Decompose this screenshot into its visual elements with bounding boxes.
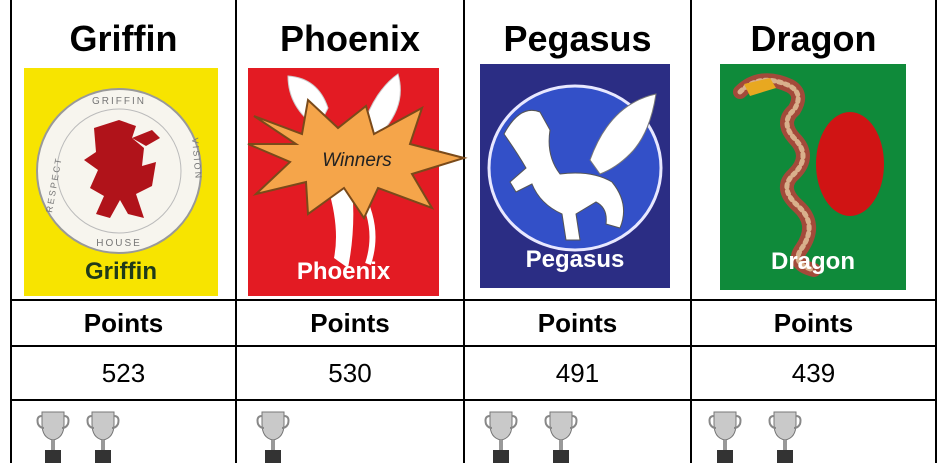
trophy-icon <box>484 410 518 463</box>
points-value: 523 <box>101 357 146 388</box>
svg-text:HOUSE: HOUSE <box>96 238 142 249</box>
house-name: Griffin <box>69 18 178 59</box>
points-label: Points <box>773 307 854 338</box>
crest-caption: Griffin <box>85 258 157 285</box>
winners-label: Winners <box>322 150 392 171</box>
points-label: Points <box>83 307 164 338</box>
points-label: Points <box>310 307 390 338</box>
crest-caption: Dragon <box>771 248 855 275</box>
trophy-row <box>708 410 802 463</box>
table-divider <box>10 399 937 401</box>
svg-text:VISION: VISION <box>190 137 204 181</box>
winners-badge <box>246 96 468 220</box>
points-label: Points <box>537 307 618 338</box>
svg-text:GRIFFIN: GRIFFIN <box>92 96 146 107</box>
trophy-row <box>36 410 120 463</box>
points-value: 491 <box>555 357 600 388</box>
trophy-icon <box>768 410 802 463</box>
pegasus-crest-image <box>480 64 670 288</box>
trophy-icon <box>86 410 120 463</box>
svg-text:RESPECT: RESPECT <box>44 155 64 214</box>
trophy-icon <box>708 410 742 463</box>
trophy-row <box>484 410 578 463</box>
crest-caption: Pegasus <box>525 246 625 273</box>
trophy-row <box>256 410 290 463</box>
points-value: 530 <box>328 357 372 388</box>
house-name: Pegasus <box>503 18 652 59</box>
house-name: Phoenix <box>279 18 421 59</box>
dragon-crest-image <box>720 64 906 290</box>
crest-caption: Phoenix <box>296 258 391 285</box>
trophy-icon <box>544 410 578 463</box>
house-name: Dragon <box>750 18 877 59</box>
griffin-crest-image <box>24 68 218 296</box>
trophy-icon <box>256 410 290 463</box>
trophy-icon <box>36 410 70 463</box>
points-value: 439 <box>791 357 836 388</box>
